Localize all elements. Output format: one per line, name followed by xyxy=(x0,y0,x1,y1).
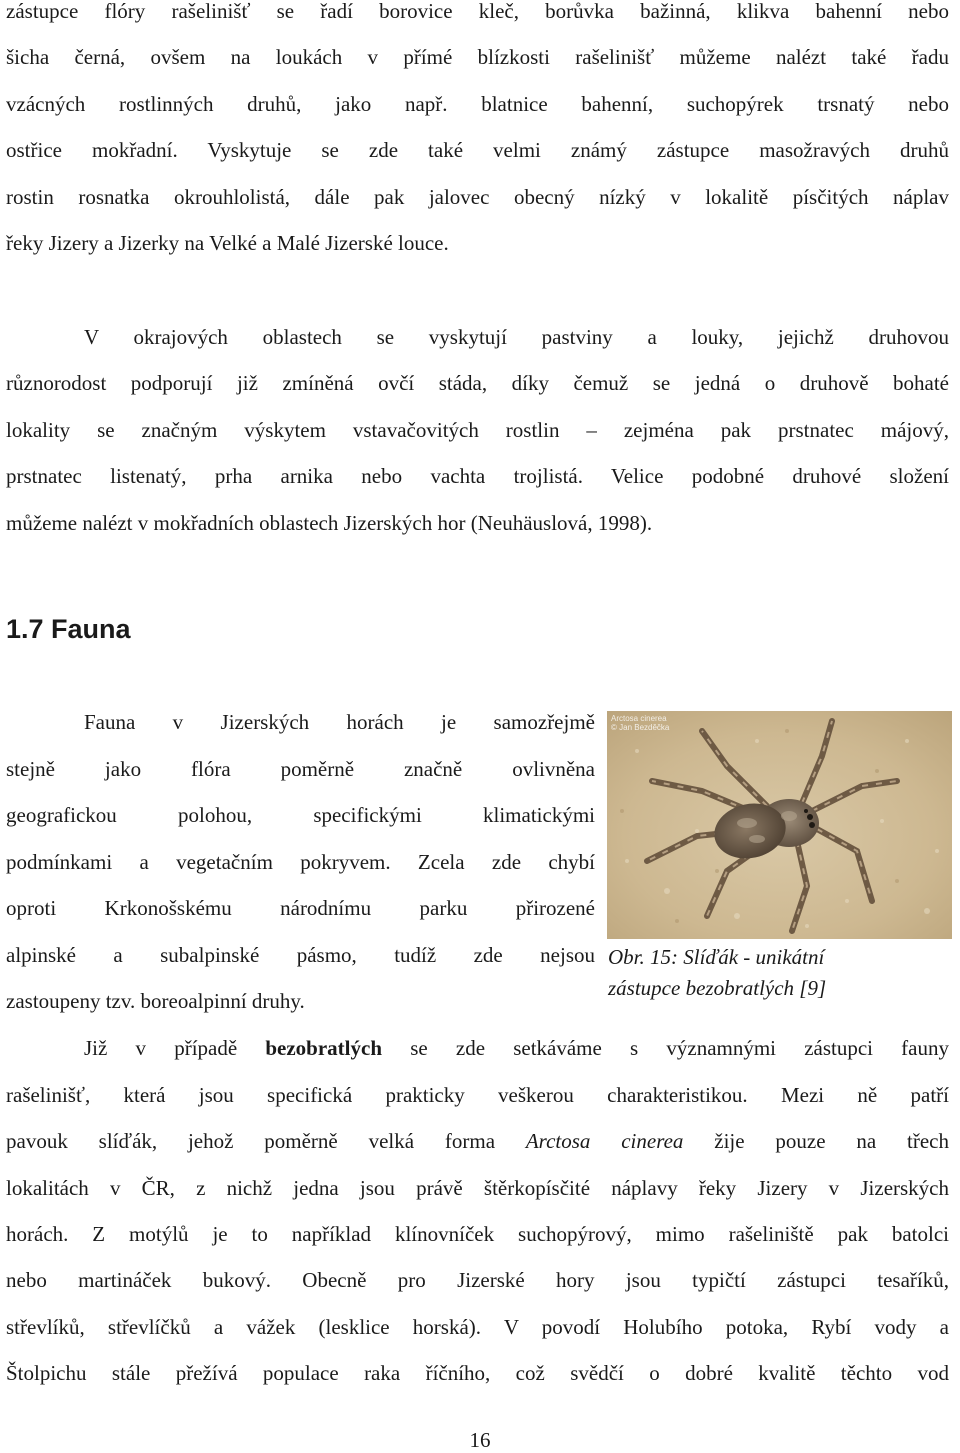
spider-photo xyxy=(607,711,952,939)
figure-caption-line-2: zástupce bezobratlých [9] xyxy=(608,976,827,1000)
text-run: pavouk slíďák, jehož poměrně velká forma xyxy=(6,1129,526,1153)
text-line: lokalitách v ČR, z nichž jedna jsou právě štěrkopísčité náplavy řeky Jizery v Jizerských xyxy=(6,1176,949,1200)
bold-term: bezobratlých xyxy=(265,1036,383,1060)
photo-watermark-line-2: © Jan Bezděčka xyxy=(611,723,670,732)
text-line: rostin rosnatka okrouhlolistá, dále pak jalovec obecný nízký v lokalitě písčitých náplav xyxy=(6,185,949,209)
text-line: Fauna v Jizerských horách je samozřejmě xyxy=(84,710,595,734)
text-line: prstnatec listenatý, prha arnika nebo vachta trojlistá. Velice podobné druhové složení xyxy=(6,464,949,488)
text-line: stejně jako flóra poměrně značně ovlivněna xyxy=(6,757,595,781)
page-number: 16 xyxy=(469,1428,491,1452)
text-line: alpinské a subalpinské pásmo, tudíž zde nejsou xyxy=(6,943,595,967)
section-heading: 1.7 Fauna xyxy=(6,614,131,644)
text-line: V okrajových oblastech se vyskytují pastviny a louky, jejichž druhovou xyxy=(84,325,949,349)
text-line: nebo martináček bukový. Obecně pro Jizerské hory jsou typičtí zástupci tesaříků, xyxy=(6,1268,949,1292)
text-line: ostřice mokřadní. Vyskytuje se zde také velmi známý zástupce masožravých druhů xyxy=(6,138,949,162)
text-line: různorodost podporují již zmíněná ovčí stáda, díky čemuž se jedná o druhově bohaté xyxy=(6,371,949,395)
text-line: zastoupeny tzv. boreoalpinní druhy. xyxy=(6,989,305,1013)
text-line: můžeme nalézt v mokřadních oblastech Jizerských hor (Neuhäuslová, 1998). xyxy=(6,511,653,535)
text-line: lokality se značným výskytem vstavačovitých rostlin – zejména pak prstnatec májový, xyxy=(6,418,949,442)
text-run: žije pouze na třech xyxy=(683,1129,949,1153)
photo-watermark-line-1: Arctosa cinerea xyxy=(611,714,667,723)
text-line: oproti Krkonošskému národnímu parku přirozené xyxy=(6,896,595,920)
text-line: rašelinišť, která jsou specifická prakticky veškerou charakteristikou. Mezi ně patří xyxy=(6,1083,949,1107)
text-line: geografickou polohou, specifickými klimatickými xyxy=(6,803,595,827)
text-line: podmínkami a vegetačním pokryvem. Zcela zde chybí xyxy=(6,850,595,874)
figure-caption-line-1: Obr. 15: Slíďák - unikátní xyxy=(608,945,825,969)
text-line xyxy=(6,1127,949,1155)
text-run: se zde setkáváme s významnými zástupci fauny xyxy=(382,1036,950,1060)
species-name: Arctosa cinerea xyxy=(525,1129,684,1153)
text-line: zástupce flóry rašelinišť se řadí borovice kleč, borůvka bažinná, klikva bahenní nebo xyxy=(6,0,949,23)
text-line: šicha černá, ovšem na loukách v přímé blízkosti rašelinišť můžeme nalézt také řadu xyxy=(6,45,949,69)
text-line xyxy=(84,1034,949,1062)
text-line: střevlíků, střevlíčků a vážek (lesklice horská). V povodí Holubího potoka, Rybí vody a xyxy=(6,1315,949,1339)
text-line: vzácných rostlinných druhů, jako např. blatnice bahenní, suchopýrek trsnatý nebo xyxy=(6,92,949,116)
text-run: Již v případě xyxy=(84,1036,266,1060)
text-line: Štolpichu stále přežívá populace raka říčního, což svědčí o dobré kvalitě těchto vod xyxy=(6,1361,949,1385)
text-line: řeky Jizery a Jizerky na Velké a Malé Jizerské louce. xyxy=(6,231,449,255)
text-line: horách. Z motýlů je to například klínovníček suchopýrový, mimo rašeliniště pak batolci xyxy=(6,1222,949,1246)
